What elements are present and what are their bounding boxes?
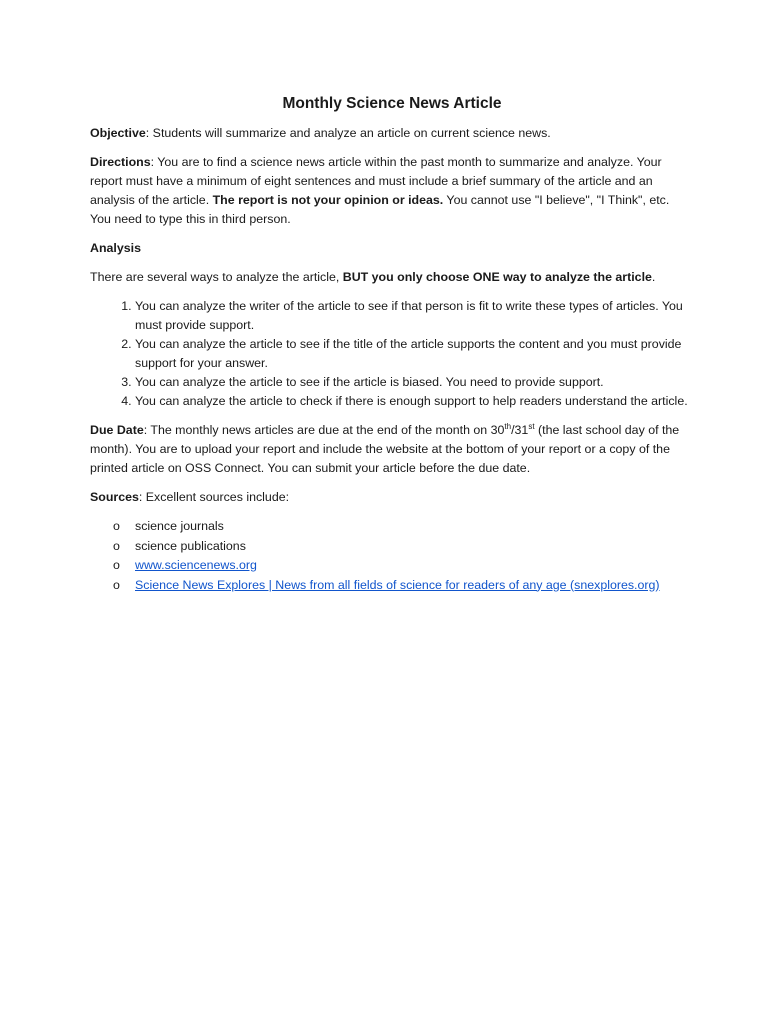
objective-paragraph bbox=[90, 124, 690, 143]
sources-text: : Excellent sources include: bbox=[138, 490, 290, 504]
source-item bbox=[90, 576, 690, 595]
analysis-intro-bold: BUT you only choose ONE way to analyze the article bbox=[342, 270, 652, 284]
due-date-sup-th: th bbox=[504, 421, 512, 431]
bullet-marker: o bbox=[113, 577, 120, 592]
sources-list bbox=[90, 517, 690, 595]
bullet-marker: o bbox=[113, 558, 120, 572]
source-text: science publications bbox=[135, 538, 246, 553]
sources-label: Sources bbox=[90, 490, 139, 504]
sciencenews-link[interactable]: www.sciencenews.org bbox=[135, 558, 257, 572]
document-body bbox=[90, 92, 690, 595]
directions-label: Directions bbox=[90, 155, 151, 169]
directions-text-end: You cannot use "I believe", "I Think", etc. You need to type this in third person. bbox=[90, 193, 670, 226]
due-date-text-3: (the last school day of the month). You are to upload your report and include the website at the bottom of your report or a copy of the printed article on OSS Connect. You can submit your article before the due date. bbox=[90, 423, 680, 475]
due-date-text: : The monthly news articles are due at the end of the month on 30 bbox=[143, 423, 505, 437]
source-item bbox=[90, 537, 690, 556]
snexplores-link[interactable]: Science News Explores | News from all fields of science for readers of any age (snexplores.org) bbox=[135, 577, 660, 592]
analysis-intro bbox=[90, 268, 690, 287]
analysis-list bbox=[90, 297, 690, 411]
due-date-sup-st: st bbox=[528, 421, 535, 431]
objective-label: Objective bbox=[90, 126, 146, 140]
source-item bbox=[90, 517, 690, 536]
analysis-list-item: 1. You can analyze the writer of the article to see if that person is fit to write these types of articles. You must provide support. bbox=[135, 297, 690, 335]
bullet-marker: o bbox=[113, 519, 120, 533]
analysis-list-item: 2. You can analyze the article to see if the title of the article supports the content and you must provide support for your answer. bbox=[135, 335, 690, 373]
page-title: Monthly Science News Article bbox=[282, 95, 502, 112]
analysis-list-item: 3. You can analyze the article to see if the article is biased. You need to provide support. bbox=[135, 373, 690, 392]
analysis-heading: Analysis bbox=[90, 241, 141, 255]
analysis-intro-text: There are several ways to analyze the article, bbox=[90, 270, 343, 284]
bullet-marker: o bbox=[113, 538, 120, 553]
directions-bold-text: The report is not your opinion or ideas. bbox=[212, 193, 444, 207]
objective-text: : Students will summarize and analyze an article on current science news. bbox=[145, 126, 551, 140]
analysis-list-item: 4. You can analyze the article to check if there is enough support to help readers understand the article. bbox=[135, 392, 690, 411]
source-text: science journals bbox=[135, 519, 224, 533]
sources-paragraph bbox=[90, 488, 690, 507]
due-date-text-2: /31 bbox=[511, 423, 529, 437]
directions-paragraph bbox=[90, 153, 690, 229]
source-item bbox=[90, 556, 690, 575]
analysis-intro-end: . bbox=[651, 270, 656, 284]
due-date-label: Due Date bbox=[90, 423, 144, 437]
directions-text: : You are to find a science news article within the past month to summarize and analyze. Your report must have a minimum of eight sentences and must include a brief summary of the article and an analysis of the article. bbox=[90, 155, 662, 207]
due-date-paragraph bbox=[90, 421, 690, 478]
